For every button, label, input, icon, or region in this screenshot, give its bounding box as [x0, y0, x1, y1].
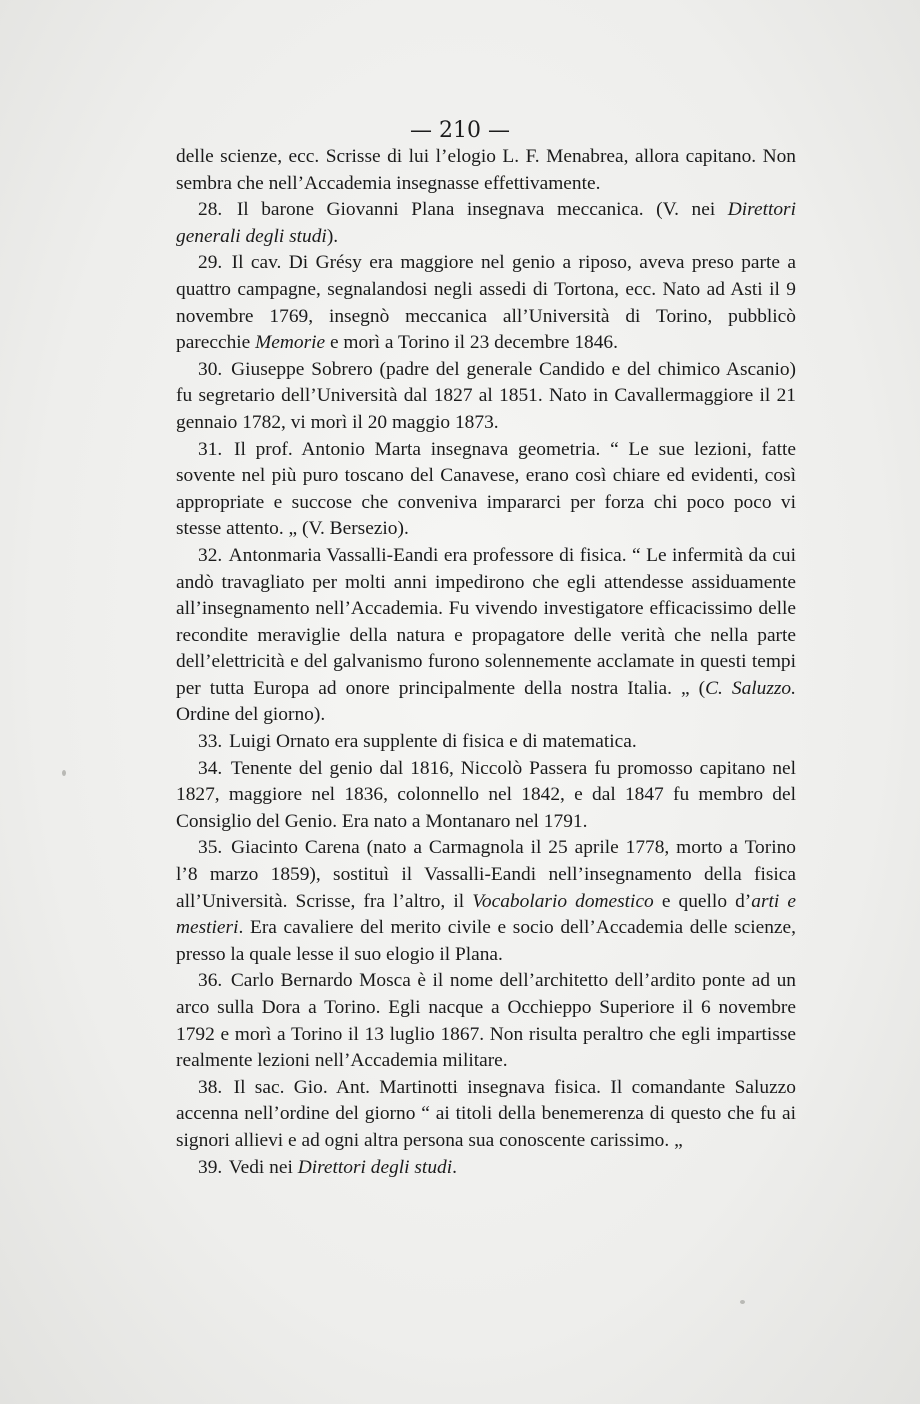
- note-paragraph: [176, 756, 796, 836]
- note-number: 28.: [198, 199, 223, 221]
- note-number: 29.: [198, 252, 223, 274]
- paper-speck: [62, 770, 66, 776]
- italic-text: C. Saluzzo.: [705, 677, 796, 699]
- note-number: 31.: [198, 438, 223, 460]
- note-text: .: [452, 1156, 457, 1178]
- note-text: Carlo Bernardo Mosca è il nome dell’architetto dell’ardito ponte ad un arco sulla Dora a Torino. Egli nacque a Occhieppo Superiore il 6 novembre 1792 e morì a Torino il 13 luglio 1867. Non risulta peraltro che egli impartisse realmente lezioni nell’Accademia militare.: [176, 970, 796, 1072]
- note-text: Giacinto Carena (nato a Carmagnola il 25 aprile 1778, morto a Torino l’8 marzo 1859), sostituì il Vassalli-Eandi nell’insegnamento della fisica all’Università. Scrisse, fra l’altro, il: [176, 837, 796, 912]
- note-text: Il cav. Di Grésy era maggiore nel genio a riposo, aveva preso parte a quattro campagne, segnalandosi negli assedi di Tortona, ecc. Nato ad Asti il 9 novembre 1769, insegnò meccanica all’Università di Torino, pubblicò parecchie: [176, 252, 796, 354]
- note-number: 38.: [198, 1076, 223, 1098]
- note-paragraph: [176, 197, 796, 250]
- italic-text: Memorie: [255, 332, 326, 354]
- note-paragraph: [176, 250, 796, 356]
- note-text: . Era cavaliere del merito civile e socio dell’Accademia delle scienze, presso la quale lesse il suo elogio il Plana.: [176, 917, 796, 965]
- note-text: ).: [326, 225, 339, 247]
- note-text: Il sac. Gio. Ant. Martinotti insegnava fisica. Il comandante Saluzzo accenna nell’ordine del giorno “ ai titoli della benemerenza di questo che fu ai signori allievi e ad ogni altra persona sua conoscente carissimo. „: [176, 1076, 796, 1151]
- note-text: e quello d’: [653, 890, 752, 912]
- italic-text: Direttori generali degli studi: [176, 199, 796, 247]
- note-number: 36.: [198, 970, 223, 992]
- italic-text: Vocabolario domestico: [472, 890, 654, 912]
- note-text: Giuseppe Sobrero (padre del generale Candido e del chimico Ascanio) fu segretario dell’Università dal 1827 al 1851. Nato in Cavallermaggiore il 21 gennaio 1782, vi morì il 20 maggio 1873.: [176, 358, 796, 433]
- note-text: Ordine del giorno).: [176, 704, 326, 726]
- note-paragraph: [176, 968, 796, 1074]
- note-paragraph: [176, 357, 796, 437]
- note-paragraph: [176, 543, 796, 729]
- note-number: 32.: [198, 544, 223, 566]
- note-text: e morì a Torino il 23 decembre 1846.: [325, 332, 618, 354]
- note-text: Tenente del genio dal 1816, Niccolò Passera fu promosso capitano nel 1827, maggiore nel 1836, colonnello nel 1842, e dal 1847 fu membro del Consiglio del Genio. Era nato a Montanaro nel 1791.: [176, 757, 797, 832]
- note-paragraph: [176, 729, 796, 756]
- note-text: Antonmaria Vassalli-Eandi era professore di fisica. “ Le infermità da cui andò travagliato per molti anni impedirono che egli attendesse assiduamente all’insegnamento nell’Accademia. Fu vivendo investigatore efficacissimo delle recondite meraviglie della natura e propagatore delle verità che nella parte dell’elettricità e del galvanismo furono solennemente acclamate in questi tempi per tutta Europa ad onore principalmente della nostra Italia. „ (: [176, 544, 796, 699]
- note-number: 35.: [198, 837, 223, 859]
- note-paragraph: [176, 1155, 796, 1182]
- italic-text: arti e mestieri: [176, 890, 796, 939]
- note-number: 34.: [198, 757, 223, 779]
- note-paragraph: [176, 1075, 796, 1155]
- note-text: Vedi nei: [228, 1156, 298, 1178]
- paper-speck: [740, 1300, 745, 1304]
- note-paragraph: [176, 835, 796, 968]
- page-number: — 210 —: [410, 118, 510, 143]
- note-text: Il barone Giovanni Plana insegnava meccanica. (V. nei: [236, 199, 728, 221]
- note-text: delle scienze, ecc. Scrisse di lui l’elogio L. F. Menabrea, allora capitano. Non sembra che nell’Accademia insegnasse effettivamente.: [176, 146, 796, 194]
- note-paragraph: [176, 144, 796, 197]
- note-text: Luigi Ornato era supplente di fisica e di matematica.: [229, 731, 637, 753]
- italic-text: Direttori degli studi: [297, 1156, 453, 1178]
- note-paragraph: [176, 437, 796, 543]
- notes-text: [176, 144, 796, 1181]
- note-number: 30.: [198, 358, 223, 380]
- note-number: 33.: [198, 731, 223, 753]
- note-text: Il prof. Antonio Marta insegnava geometria. “ Le sue lezioni, fatte sovente nel più puro toscano del Canavese, erano così chiare ed evidenti, così appropriate e succose che conveniva impararci per forza chi poco poco vi stesse attento. „ (V. Bersezio).: [176, 438, 796, 540]
- note-number: 39.: [198, 1156, 223, 1178]
